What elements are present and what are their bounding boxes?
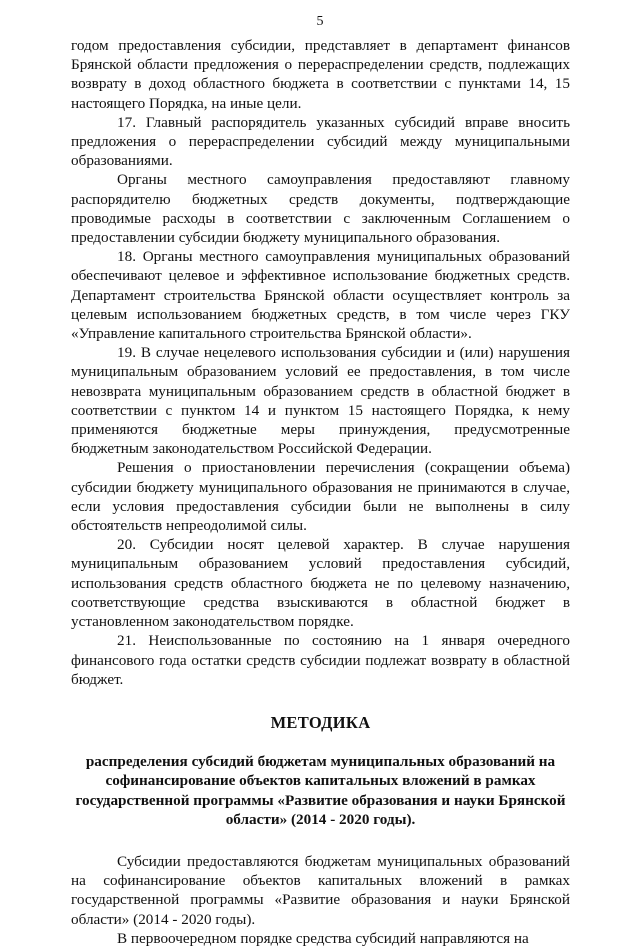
paragraph-17: 17. Главный распорядитель указанных субсидий вправе вносить предложения о перераспределении субсидий между муниципальными образованиями. <box>71 113 570 170</box>
document-body <box>71 36 570 948</box>
paragraph-1: годом предоставления субсидии, представляет в департамент финансов Брянской области предложения о перераспределении средств, подлежащих возврату в доход областного бюджета в соответствии с пунктами 14, 15 настоящего Порядка, на иные цели. <box>71 37 570 112</box>
paragraph-20: 20. Субсидии носят целевой характер. В случае нарушения муниципальным образованием условий предоставления субсидий, использования средств областного бюджета не по целевому назначению, соответствующие средства взыскиваются в областной бюджет в установленном законодательством порядке. <box>71 536 570 631</box>
paragraph-18: 18. Органы местного самоуправления муниципальных образований обеспечивают целевое и эффективное использование бюджетных средств. Департамент строительства Брянской области осуществляет контроль за целевым использованием бюджетных средств, в том числе через ГКУ «Управление капитального строительства Брянской области». <box>71 248 570 343</box>
section-title: МЕТОДИКА <box>270 712 371 732</box>
methodology-paragraph-1: Субсидии предоставляются бюджетам муниципальных образований на софинансирование объектов капитальных вложений в рамках государственной программы «Развитие образования и науки Брянской области» (2014 - 2020 годы). <box>71 852 570 928</box>
paragraph-21: 21. Неиспользованные по состоянию на 1 января очередного финансового года остатки средств субсидии подлежат возврату в областной бюджет. <box>71 632 570 688</box>
paragraphs-top <box>71 36 570 689</box>
page-number: 5 <box>316 14 324 29</box>
paragraph-17-cont: Органы местного самоуправления предоставляют главному распорядителю бюджетных средств документы, подтверждающие проводимые расходы в соответствии с заключенным Соглашением о предоставлении субсидии бюджету муниципального образования. <box>71 171 570 247</box>
paragraph-19-cont: Решения о приостановлении перечисления (сокращении объема) субсидии бюджету муниципального образования не принимаются в случае, если условия предоставления субсидии были не выполнены в силу обстоятельств непреодолимой силы. <box>71 459 570 535</box>
paragraphs-bottom <box>71 852 570 948</box>
methodology-paragraph-2: В первоочередном порядке средства субсидий направляются на <box>117 929 529 947</box>
paragraph-19: 19. В случае нецелевого использования субсидии и (или) нарушения муниципальным образованием условий ее предоставления, в том числе невозврата муниципальным образованием средств в областной бюджет в соответствии с пунктом 14 и пунктом 15 настоящего Порядка, к нему применяются бюджетные меры принуждения, предусмотренные бюджетным законодательством Российской Федерации. <box>71 344 570 458</box>
section-subtitle: распределения субсидий бюджетам муниципальных образований на софинансирование объектов капитальных вложений в рамках государственной программы «Развитие образования и науки Брянской области» (2014 - 2020 годы). <box>75 753 566 828</box>
